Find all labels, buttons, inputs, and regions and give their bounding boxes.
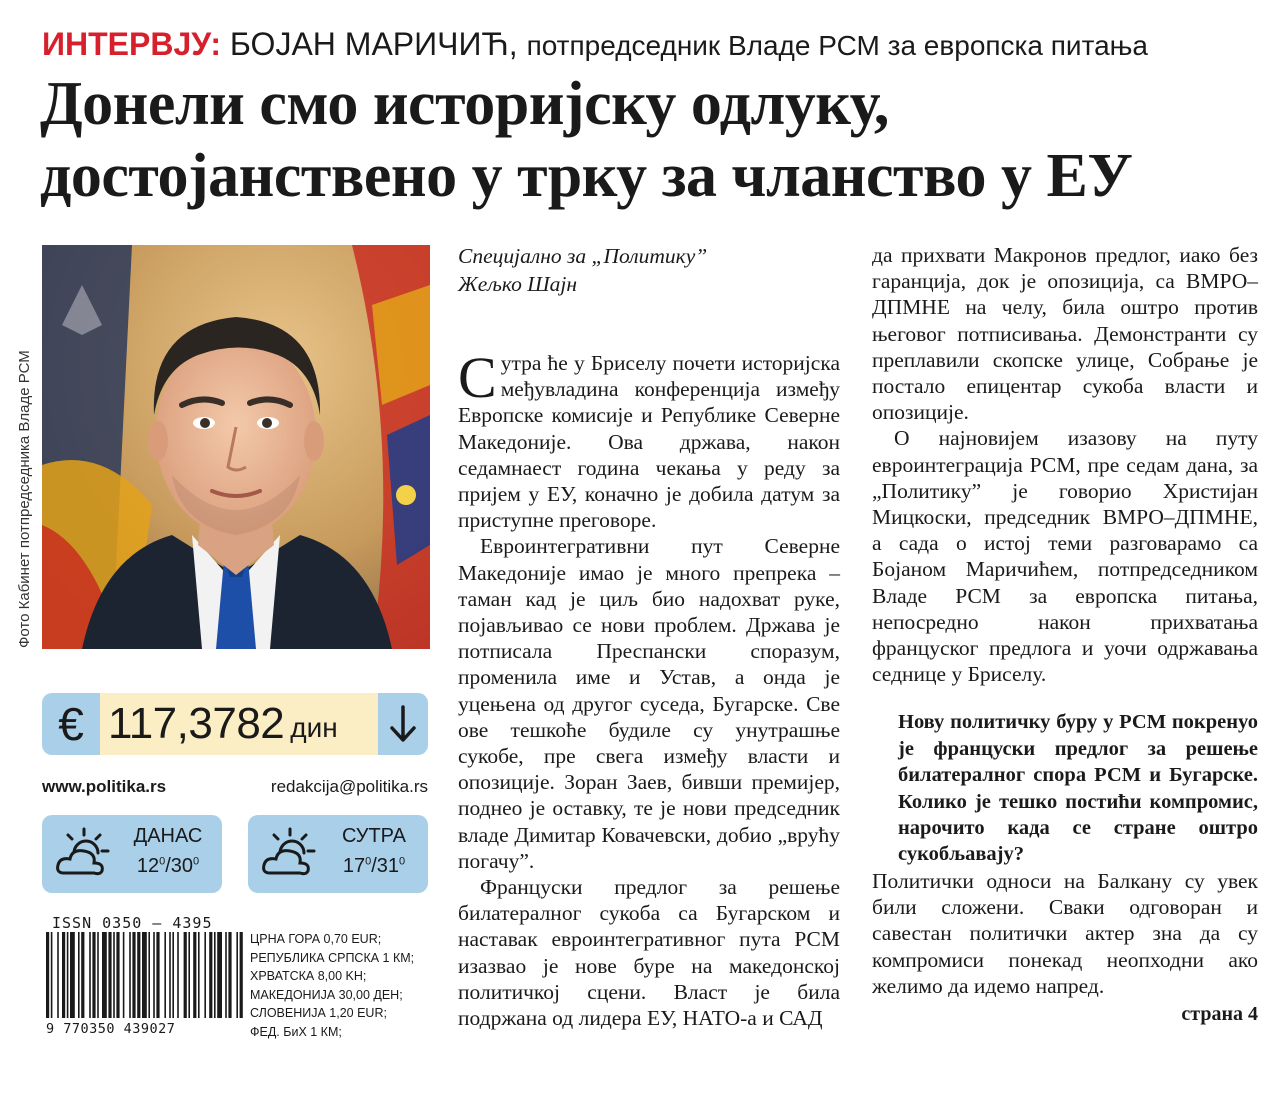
exchange-rate (100, 693, 378, 755)
page-reference[interactable]: страна 4 (1181, 1002, 1258, 1025)
portrait-illustration (42, 245, 430, 649)
barcode-digits: 9 770350 439027 (46, 1021, 176, 1037)
weather-today-min: 12 (136, 855, 160, 877)
price-item: МАКЕДОНИЈА 30,00 ДЕН; (250, 987, 403, 1002)
price-item: РЕПУБЛИКА СРПСКА 1 КМ; (250, 950, 415, 965)
article-paragraph-2: Евроинтегративни пут Северне Македоније имао је много препрека – таман кад је циљ био надохват руке, појављивао се нови проблем. Држава је потписала Преспански споразум, променила име и Устав, а онда је уцењена од другог суседа, Бугарске. Све ове тешкоће будиле су унутрашње сукобе, пре свега између власти и опозиције. Зоран Заев, бивши премијер, поднео је оставку, те је нови председник владе Димитар Ковачевски, добио „врућу погачу”. (458, 534, 840, 873)
weather-tomorrow (248, 815, 428, 893)
weather-tomorrow-max: 31 (376, 855, 400, 877)
weather-tomorrow-temp: $17^0/31^0$ (342, 855, 406, 877)
weather-today-max: 30 (170, 855, 194, 877)
article-paragraph-5: О најновијем изазову на путу евроинтеграција РСМ, пре седам дана, за „Политику” је говорио Христијан Мицкоски, председник ВМРО–ДПМНЕ, а сада о истој теми разговарамо са Бојаном Маричићем, потпредседником Владе РСМ за европска питања, непосредно након прихватања француског предлога и уочи одржавања седнице у Бриселу. (872, 426, 1258, 687)
barcode-icon (44, 932, 244, 1020)
article-column-1 (458, 242, 840, 1031)
photo-credit: Фото Кабинет потпредседника Владе РСМ (16, 350, 33, 648)
interview-question: Нову политичку буру у РСМ покренуо је француски предлог за решење билатералног спора РСМ и Бугарске. Колико је тешко постићи компромис, нарочито када се стране оштро сукобљавају? (898, 711, 1258, 866)
partly-cloudy-icon (260, 827, 320, 881)
headline-line-2: достојанствено у трку за чланство у ЕУ (40, 142, 1133, 210)
exchange-rate-unit: дин (290, 712, 338, 743)
website-link[interactable]: www.politika.rs (42, 777, 167, 796)
headline-line-1: Донели смо историјску одлуку, (40, 70, 889, 138)
kicker-role: потпредседник Владе РСМ за европска питања (526, 30, 1148, 61)
weather-tomorrow-min: 17 (342, 855, 366, 877)
price-item: СЛОВЕНИЈА 1,20 EUR; (250, 1006, 387, 1020)
email-link[interactable]: redakcija@politika.rs (270, 777, 428, 796)
price-item: ФЕД. БиХ 1 КМ; (250, 1024, 342, 1039)
exchange-rate-value: 117,3782 (108, 699, 285, 748)
byline-source: Специјално за „Политику” (458, 244, 708, 268)
arrow-down-icon (378, 693, 428, 755)
interview-answer: Политички односи на Балкану су увек били сложени. Сваки одговоран и савестан политички актер зна да су компромиси понекад неопходни ако желимо да идемо напред. (872, 868, 1258, 998)
euro-icon: € (42, 693, 100, 755)
weather-today-label: ДАНАС (133, 825, 203, 847)
weather-today-temp: $12^0/30^0$ (136, 855, 200, 877)
issn-number: ISSN 0350 – 4395 (52, 914, 213, 932)
article-paragraph-4: да прихвати Макронов предлог, иако без гаранција, док је опозиција, са ВМРО–ДПМНЕ на челу, била оштро против његовог потписивања. Демонстранти су преплавили скопске улице, Собрање је постало епицентар сукоба власти и опозиције. (872, 243, 1258, 425)
weather-today (42, 815, 222, 893)
article-paragraph-1 (458, 345, 840, 533)
portrait-photo (42, 245, 430, 649)
price-list (250, 930, 428, 1041)
currency-box (42, 693, 428, 755)
price-item: ХРВАТСКА 8,00 KН; (250, 969, 367, 983)
price-item: ЦРНА ГОРА 0,70 EUR; (250, 932, 382, 946)
headline (40, 68, 1270, 212)
kicker-line (42, 22, 1262, 66)
kicker-name: БОЈАН МАРИЧИЋ, (229, 26, 518, 62)
byline-author: Жељко Шајн (458, 272, 578, 296)
article-column-2 (872, 242, 1258, 1027)
article-paragraph-3: Француски предлог за решење билатералног сукоба са Бугарском и наставак евроинтегративног пута РСМ изазвао је нове буре на македонској политичкој сцени. Власт је била подржана од лидера ЕУ, НАТО-а и САД (458, 875, 840, 1031)
weather-tomorrow-label: СУТРА (341, 825, 407, 847)
kicker-label: ИНТЕРВЈУ: (42, 26, 222, 62)
drop-cap: С (458, 345, 497, 410)
partly-cloudy-icon (54, 827, 114, 881)
article-paragraph-1-text: утра ће у Бриселу почети историјска међувладина конференција између Европске комисије и Републике Северне Македоније. Ова држава, након седамнаест година чекања у реду за пријем у ЕУ, коначно је добила датум за приступне преговоре. (458, 351, 840, 533)
